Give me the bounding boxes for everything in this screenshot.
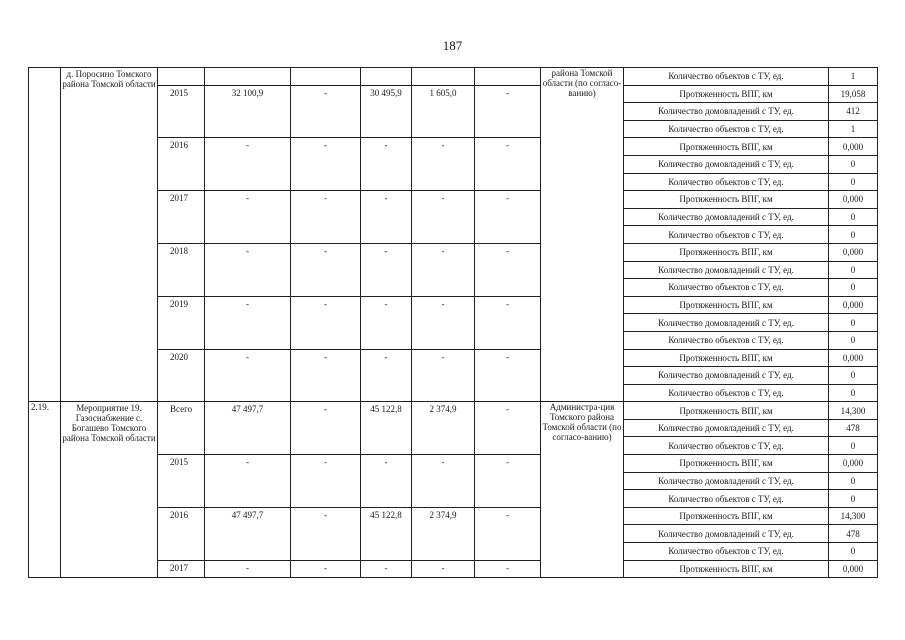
funding-value: - [291,455,361,508]
funding-value [412,68,475,86]
indicator-value: 14,300 [829,507,878,525]
indicator-value: 0 [829,155,878,173]
indicator-value: 0 [829,226,878,244]
funding-value: - [361,138,412,191]
indicator-name: Протяженность ВПГ, км [624,507,829,525]
funding-value: - [361,349,412,402]
funding-value: - [475,138,541,191]
funding-value: - [205,191,291,244]
funding-value: - [475,560,541,578]
indicator-value: 0 [829,367,878,385]
year-cell: 2015 [158,85,205,138]
year-cell: 2015 [158,455,205,508]
indicator-name: Количество домовладений с ТУ, ед. [624,103,829,121]
page-number: 187 [442,38,463,53]
indicator-value: 0 [829,261,878,279]
indicator-name: Протяженность ВПГ, км [624,138,829,156]
funding-value: 47 497,7 [205,402,291,455]
indicator-value: 0,000 [829,191,878,209]
funding-value: - [361,243,412,296]
funding-value: - [205,560,291,578]
funding-value: - [412,560,475,578]
indicator-name: Количество домовладений с ТУ, ед. [624,155,829,173]
indicator-name: Количество объектов с ТУ, ед. [624,120,829,138]
funding-value: 30 495,9 [361,85,412,138]
indicator-value: 478 [829,525,878,543]
indicator-value: 0 [829,314,878,332]
funding-value [361,68,412,86]
indicator-name: Количество домовладений с ТУ, ед. [624,525,829,543]
funding-value: - [412,455,475,508]
indicator-value: 0 [829,384,878,402]
funding-value: 2 374,9 [412,507,475,560]
executor-cell: района Томской области (по согласо-ванию) [541,68,624,402]
funding-value: - [475,296,541,349]
funding-value: 45 122,8 [361,402,412,455]
funding-value: - [291,85,361,138]
year-cell: Всего [158,402,205,455]
funding-value: - [205,296,291,349]
indicator-value: 478 [829,419,878,437]
year-cell: 2017 [158,191,205,244]
program-table [28,67,878,578]
indicator-value: 14,300 [829,402,878,420]
funding-value: - [291,296,361,349]
year-cell: 2020 [158,349,205,402]
indicator-value: 0 [829,437,878,455]
funding-value: - [361,560,412,578]
indicator-name: Количество объектов с ТУ, ед. [624,331,829,349]
indicator-value: 0,000 [829,455,878,473]
row-number: 2.19. [29,402,61,578]
funding-value: - [291,138,361,191]
indicator-value: 0 [829,543,878,561]
indicator-value: 1 [829,68,878,86]
funding-value: - [205,455,291,508]
year-cell: 2018 [158,243,205,296]
funding-value: 32 100,9 [205,85,291,138]
indicator-value: 0 [829,173,878,191]
indicator-name: Количество домовладений с ТУ, ед. [624,261,829,279]
funding-value: - [475,243,541,296]
indicator-value: 0,000 [829,243,878,261]
indicator-name: Количество объектов с ТУ, ед. [624,226,829,244]
funding-value: - [412,296,475,349]
indicator-name: Протяженность ВПГ, км [624,455,829,473]
funding-value: - [475,455,541,508]
indicator-name: Количество домовладений с ТУ, ед. [624,208,829,226]
funding-value: - [291,560,361,578]
indicator-name: Количество объектов с ТУ, ед. [624,279,829,297]
indicator-value: 0 [829,331,878,349]
table-row [29,402,878,420]
indicator-name: Количество домовладений с ТУ, ед. [624,314,829,332]
funding-value: - [361,455,412,508]
indicator-name: Протяженность ВПГ, км [624,191,829,209]
funding-value: - [475,402,541,455]
funding-value: 47 497,7 [205,507,291,560]
indicator-value: 1 [829,120,878,138]
indicator-name: Количество домовладений с ТУ, ед. [624,419,829,437]
funding-value: - [291,507,361,560]
funding-value: - [361,191,412,244]
indicator-name: Протяженность ВПГ, км [624,560,829,578]
row-number [29,68,61,402]
year-cell: 2016 [158,507,205,560]
indicator-name: Протяженность ВПГ, км [624,85,829,103]
indicator-value: 0 [829,490,878,508]
table-row [29,68,878,86]
indicator-name: Количество объектов с ТУ, ед. [624,384,829,402]
indicator-name: Количество объектов с ТУ, ед. [624,68,829,86]
funding-value [205,68,291,86]
indicator-name: Протяженность ВПГ, км [624,349,829,367]
funding-value: 2 374,9 [412,402,475,455]
funding-value: - [205,349,291,402]
year-cell: 2016 [158,138,205,191]
funding-value: 1 605,0 [412,85,475,138]
funding-value: - [291,243,361,296]
indicator-name: Количество объектов с ТУ, ед. [624,173,829,191]
funding-value: - [361,296,412,349]
table-body [29,68,878,578]
executor-cell: Администра-ция Томского района Томской области (по согласо-ванию) [541,402,624,578]
funding-value: - [412,138,475,191]
funding-value: - [412,349,475,402]
indicator-name: Количество объектов с ТУ, ед. [624,543,829,561]
indicator-name: Протяженность ВПГ, км [624,402,829,420]
event-name: Мероприятие 19. Газоснабжение с. Богашево Томского района Томской области [61,402,158,578]
indicator-name: Протяженность ВПГ, км [624,296,829,314]
indicator-value: 0 [829,208,878,226]
funding-value: - [205,138,291,191]
indicator-name: Количество объектов с ТУ, ед. [624,437,829,455]
funding-value: - [205,243,291,296]
funding-value: - [475,191,541,244]
event-name: д. Поросино Томского района Томской области [61,68,158,402]
indicator-value: 0,000 [829,560,878,578]
indicator-name: Количество домовладений с ТУ, ед. [624,367,829,385]
indicator-value: 0,000 [829,296,878,314]
indicator-name: Протяженность ВПГ, км [624,243,829,261]
funding-value: - [475,349,541,402]
indicator-value: 0 [829,472,878,490]
year-cell: 2017 [158,560,205,578]
funding-value: - [412,191,475,244]
year-cell [158,68,205,86]
indicator-value: 0 [829,279,878,297]
indicator-value: 19,058 [829,85,878,103]
indicator-name: Количество объектов с ТУ, ед. [624,490,829,508]
funding-value [475,68,541,86]
year-cell: 2019 [158,296,205,349]
indicator-value: 412 [829,103,878,121]
funding-value: - [291,402,361,455]
funding-value [291,68,361,86]
funding-value: - [291,349,361,402]
indicator-name: Количество домовладений с ТУ, ед. [624,472,829,490]
funding-value: - [412,243,475,296]
funding-value: - [475,507,541,560]
funding-value: - [291,191,361,244]
indicator-value: 0,000 [829,138,878,156]
funding-value: - [475,85,541,138]
funding-value: 45 122,8 [361,507,412,560]
indicator-value: 0,000 [829,349,878,367]
